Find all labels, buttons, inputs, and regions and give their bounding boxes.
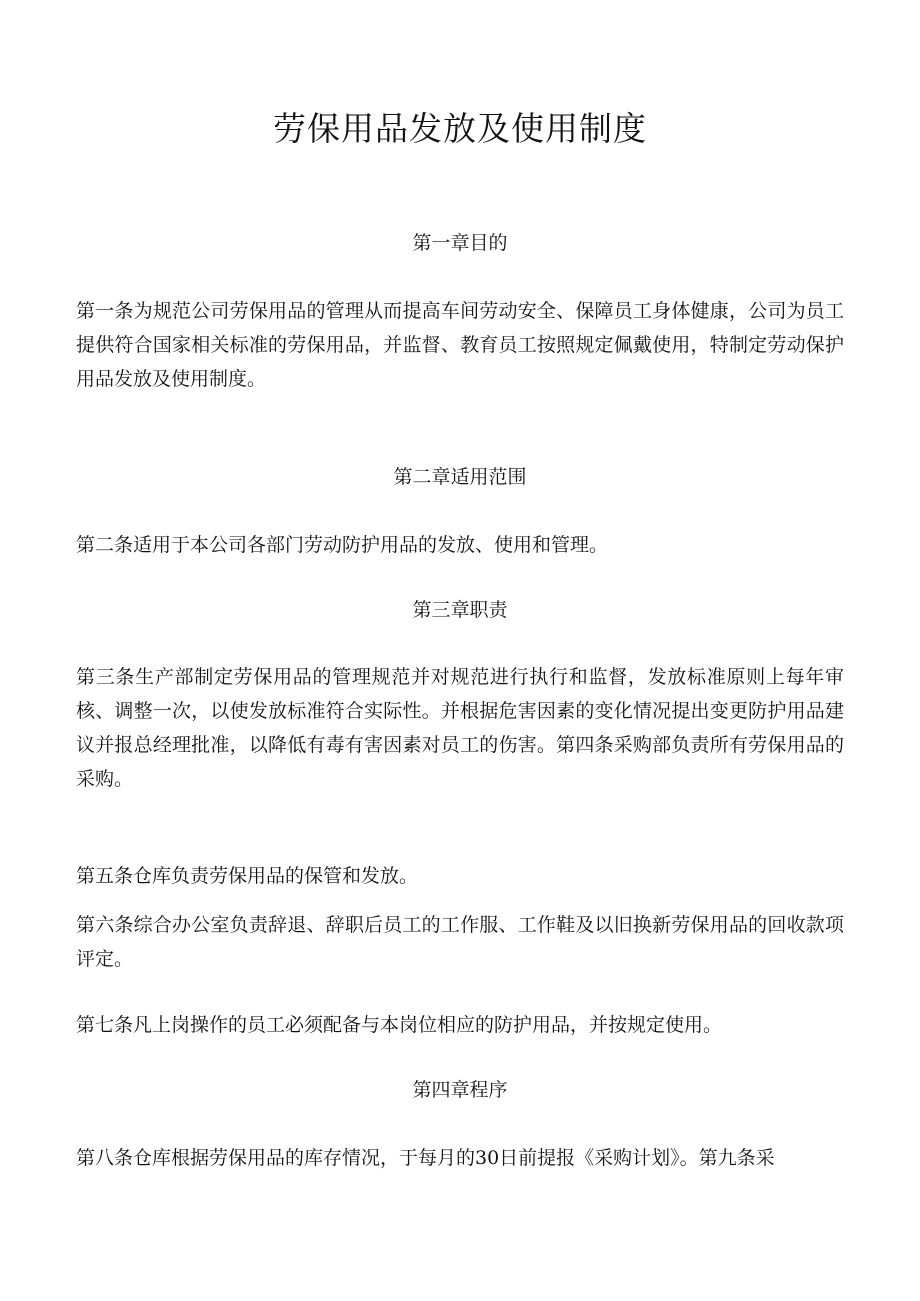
chapter-heading-3: 第三章职责 <box>412 599 508 621</box>
chapter-heading-1: 第一章目的 <box>412 232 508 254</box>
article-3: 第三条生产部制定劳保用品的管理规范并对规范进行执行和监督，发放标准原则上每年审核、调整一次，以使发放标准符合实际性。并根据危害因素的变化情况提出变更防护用品建议并报总经理批准，以降低有毒有害因素对员工的伤害。第四条采购部负责所有劳保用品的采购。 <box>76 666 844 790</box>
article-5: 第五条仓库负责劳保用品的保管和发放。 <box>76 865 419 887</box>
article-7: 第七条凡上岗操作的员工必须配备与本岗位相应的防护用品，并按规定使用。 <box>76 1014 723 1036</box>
chapter-heading-2: 第二章适用范围 <box>393 466 527 488</box>
chapter-heading-4: 第四章程序 <box>412 1079 508 1101</box>
article-2: 第二条适用于本公司各部门劳动防护用品的发放、使用和管理。 <box>76 534 609 556</box>
article-8: 第八条仓库根据劳保用品的库存情况，于每月的30日前提报《采购计划》。第九条采 <box>76 1147 775 1169</box>
article-6: 第六条综合办公室负责辞退、辞职后员工的工作服、工作鞋及以旧换新劳保用品的回收款项评定。 <box>76 914 844 970</box>
document-title: 劳保用品发放及使用制度 <box>273 109 647 148</box>
article-1: 第一条为规范公司劳保用品的管理从而提高车间劳动安全、保障员工身体健康，公司为员工提供符合国家相关标准的劳保用品，并监督、教育员工按照规定佩戴使用，特制定劳动保护用品发放及使用制度。 <box>76 300 844 390</box>
